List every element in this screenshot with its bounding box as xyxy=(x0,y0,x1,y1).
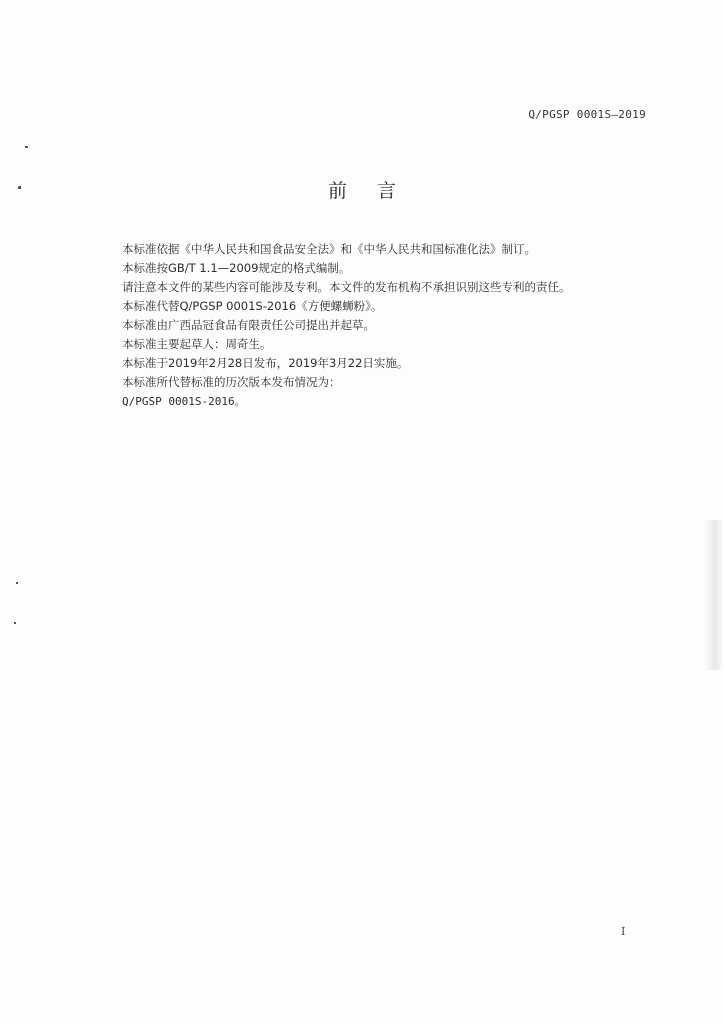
paragraph: 本标准于2019年2月28日发布，2019年3月22日实施。 xyxy=(122,356,409,370)
scan-speck xyxy=(18,186,21,189)
paragraph: 本标准按GB/T 1.1—2009规定的格式编制。 xyxy=(122,261,351,275)
scan-speck xyxy=(14,622,16,624)
page-title: 前言 xyxy=(327,180,426,202)
page-number: I xyxy=(621,925,626,938)
paragraph: 本标准主要起草人：周奇生。 xyxy=(122,337,272,351)
foreword-body xyxy=(122,240,622,411)
paragraph: 请注意本文件的某些内容可能涉及专利。本文件的发布机构不承担识别这些专利的责任。 xyxy=(122,280,571,294)
paragraph: 本标准由广西品冠食品有限责任公司提出并起草。 xyxy=(122,318,375,332)
paragraph: 本标准依据《中华人民共和国食品安全法》和《中华人民共和国标准化法》制订。 xyxy=(122,242,536,256)
document-code: Q/PGSP 0001S—2019 xyxy=(528,108,646,121)
scan-speck xyxy=(25,146,28,148)
scan-speck xyxy=(16,582,18,584)
scan-edge-shadow xyxy=(704,520,722,670)
paragraph: 本标准代替Q/PGSP 0001S-2016《方便螺蛳粉》。 xyxy=(122,299,383,313)
history-version-item: Q/PGSP 0001S-2016。 xyxy=(122,395,246,408)
paragraph: 本标准所代替标准的历次版本发布情况为： xyxy=(122,375,341,389)
